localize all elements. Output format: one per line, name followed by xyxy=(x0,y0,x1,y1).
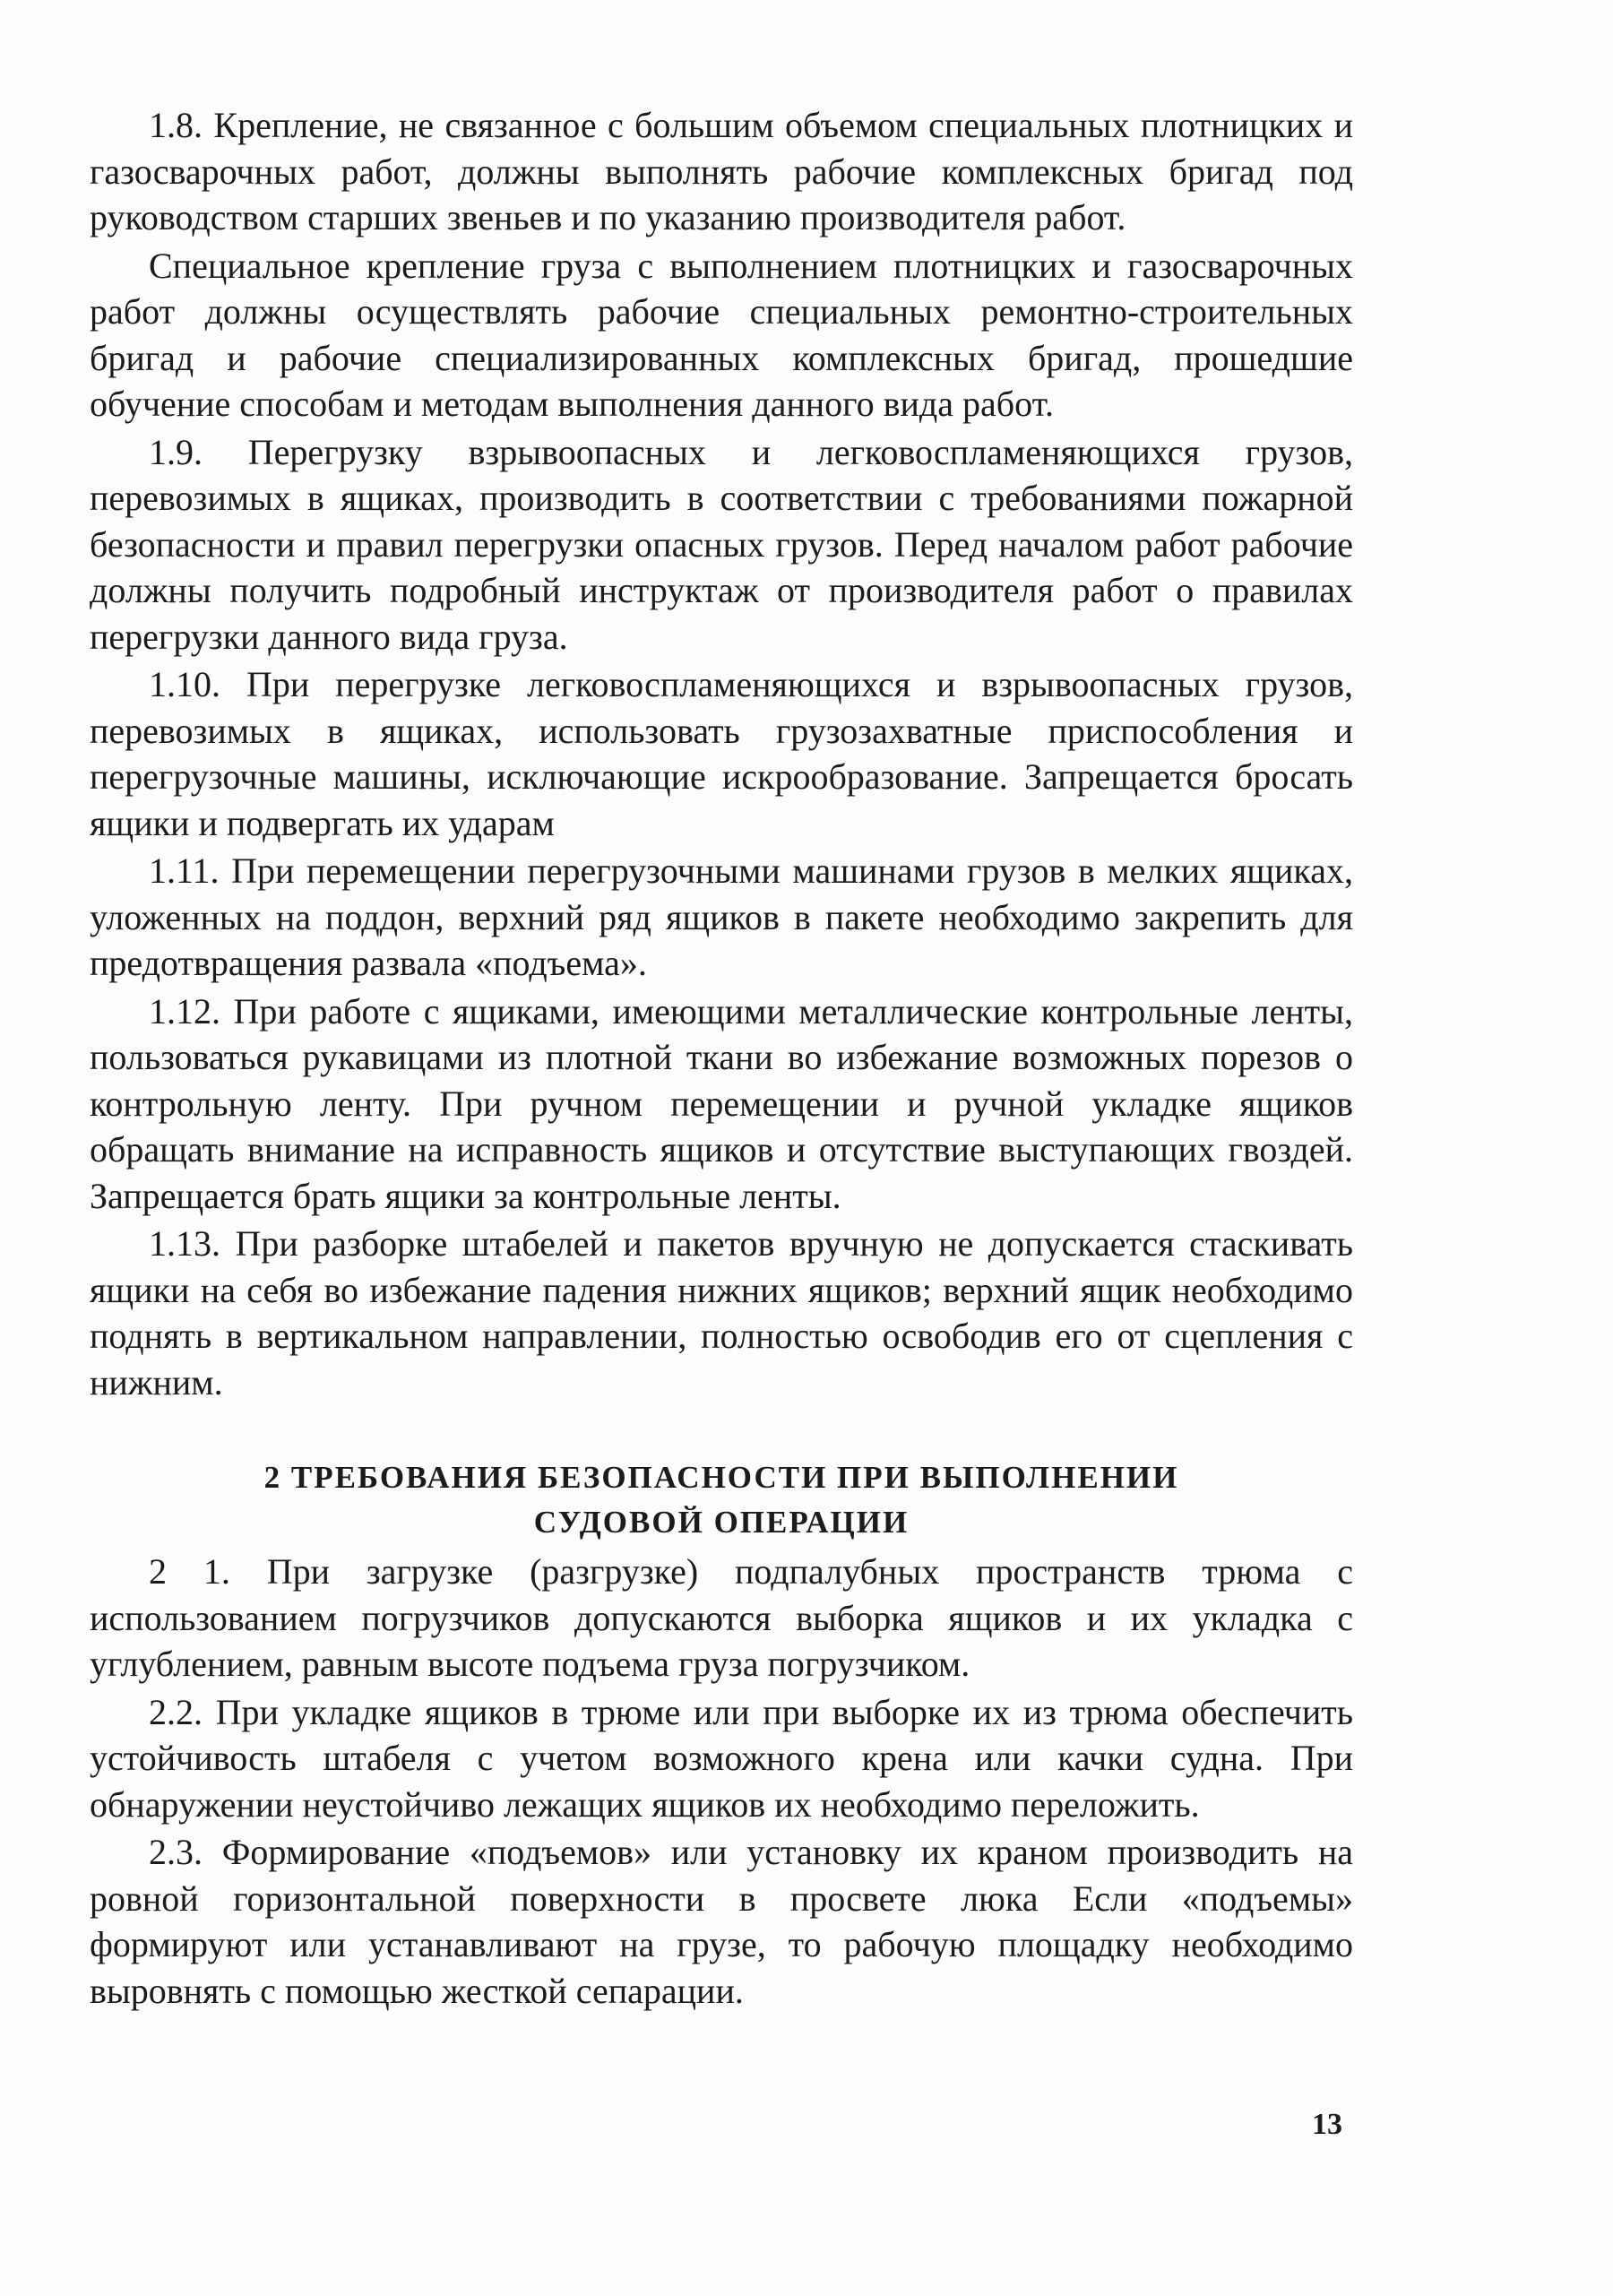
body-text xyxy=(90,102,1353,2014)
section-heading-line-2: СУДОВОЙ ОПЕРАЦИИ xyxy=(533,1505,910,1540)
page-number: 13 xyxy=(1312,2108,1342,2141)
paragraph-2-2: 2.2. При укладке ящиков в трюме или при выборке их из трюма обеспечить устойчивость штабеля с учетом возможного крена или качки судна. При обнаружении неустойчиво лежащих ящиков их необходимо переложить. xyxy=(90,1691,1353,1825)
section-heading xyxy=(90,1455,1353,1545)
paragraph-2-1: 2 1. При загрузке (разгрузке) подпалубных пространств трюма с использованием погрузчиков допускаются выборка ящиков и их укладка с углублением, равным высоте подъема груза погрузчиком. xyxy=(90,1551,1353,1684)
paragraph-special-fastening: Специальное крепление груза с выполнением плотницких и газосварочных работ должны осуществлять рабочие специальных ремонтно-строительных бригад и рабочие специализированных комплексных бригад, прошедшие обучение способам и методам выполнения данного вида работ. xyxy=(90,245,1353,424)
paragraph-2-3: 2.3. Формирование «подъемов» или установку их краном производить на ровной горизонтальной поверхности в просвете люка Если «подъемы» формируют или устанавливают на грузе, то рабочую площадку необходимо выровнять с помощью жесткой сепарации. xyxy=(90,1832,1353,2011)
section-heading-line-1: 2 ТРЕБОВАНИЯ БЕЗОПАСНОСТИ ПРИ ВЫПОЛНЕНИИ xyxy=(263,1460,1179,1495)
paragraph-1-8: 1.8. Крепление, не связанное с большим объемом специальных плотницких и газосварочных работ, должны выполнять рабочие комплексных бригад под руководством старших звеньев и по указанию производителя работ. xyxy=(90,105,1353,237)
paragraph-1-12: 1.12. При работе с ящиками, имеющими металлические контрольные ленты, пользоваться рукавицами из плотной ткани во избежание возможных порезов о контрольную ленту. При ручном перемещении и ручной укладке ящиков обращать внимание на исправность ящиков и отсутствие выступающих гвоздей. Запрещается брать ящики за контрольные ленты. xyxy=(90,990,1353,1216)
paragraph-1-9: 1.9. Перегрузку взрывоопасных и легковоспламеняющихся грузов, перевозимых в ящиках, производить в соответствии с требованиями пожарной безопасности и правил перегрузки опасных грузов. Перед началом работ рабочие должны получить подробный инструктаж от производителя работ о правилах перегрузки данного вида груза. xyxy=(90,431,1353,657)
paragraph-1-11: 1.11. При перемещении перегрузочными машинами грузов в мелких ящиках, уложенных на поддон, верхний ряд ящиков в пакете необходимо закрепить для предотвращения развала «подъема». xyxy=(90,850,1353,983)
paragraph-1-13: 1.13. При разборке штабелей и пакетов вручную не допускается стаскивать ящики на себя во избежание падения нижних ящиков; верхний ящик необходимо поднять в вертикальном направлении, полностью освободив его от сцепления с нижним. xyxy=(90,1223,1353,1403)
paragraph-1-10: 1.10. При перегрузке легковоспламеняющихся и взрывоопасных грузов, перевозимых в ящиках, использовать грузозахватные приспособления и перегрузочные машины, исключающие искрообразование. Запрещается бросать ящики и подвергать их ударам xyxy=(90,664,1353,843)
